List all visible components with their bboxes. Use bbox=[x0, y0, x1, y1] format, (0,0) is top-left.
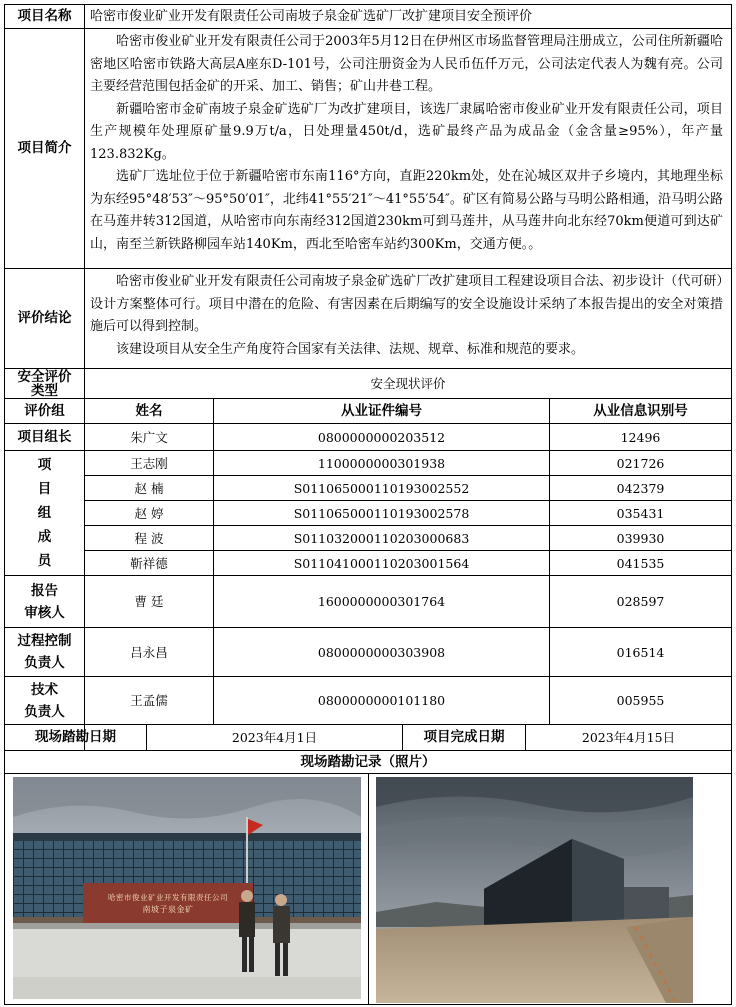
rule bbox=[4, 28, 732, 29]
reviewer-cert: 1600000000301764 bbox=[317, 594, 446, 609]
complete-date-label: 项目完成日期 bbox=[423, 729, 505, 746]
conclusion-label: 评价结论 bbox=[17, 310, 72, 327]
office-sign-line1: 哈密市俊业矿业开发有限责任公司 bbox=[108, 893, 228, 902]
process-cert: 0800000000303908 bbox=[317, 644, 446, 660]
reviewer-label-line1: 报告 bbox=[31, 582, 58, 599]
leader-info: 12496 bbox=[620, 429, 661, 445]
survey-date-label: 现场踏勘日期 bbox=[35, 729, 116, 746]
conclusion-paragraph: 哈密市俊业矿业开发有限责任公司南坡子泉金矿选矿厂改扩建项目工程建设项目合法、初步设计（代可研）设计方案整体可行。项目中潜在的危险、有害因素在后期编写的安全设施设计采纳了本报告提出的安全对策措施后可以得到控制。 bbox=[90, 274, 723, 334]
member-info: 039930 bbox=[616, 530, 665, 546]
member-name: 赵 楠 bbox=[134, 480, 164, 496]
site-photo-office bbox=[13, 777, 361, 999]
eval-type-value: 安全现状评价 bbox=[370, 376, 446, 391]
leader-name: 朱广文 bbox=[130, 429, 168, 445]
members-label-char: 组 bbox=[37, 505, 52, 521]
rule bbox=[368, 773, 369, 1004]
header-name: 姓名 bbox=[135, 402, 163, 419]
site-photo-plant bbox=[376, 777, 693, 1003]
intro-paragraph: 新疆哈密市金矿南坡子泉金矿选矿厂为改扩建项目，该选厂隶属哈密市俊业矿业开发有限责任公司，项目生产规模年处理原矿量9.9万t/a，日处理量450t/d，选矿最终产品为成品金（金含量≥95%），年产量123.832Kg。 bbox=[90, 101, 723, 162]
members-label-char: 目 bbox=[37, 481, 52, 497]
member-cert: S011041000110203001564 bbox=[293, 555, 470, 571]
process-label-line1: 过程控制 bbox=[17, 633, 72, 649]
conclusion-paragraph: 该建设项目从安全生产角度符合国家有关法律、法规、规章、标准和规范的要求。 bbox=[116, 341, 585, 357]
eval-type-label bbox=[5, 369, 84, 398]
process-label-line2: 负责人 bbox=[24, 655, 65, 671]
eval-type-label-line2: 类型 bbox=[31, 382, 58, 399]
member-name: 赵 婷 bbox=[134, 505, 164, 521]
member-info: 035431 bbox=[616, 505, 665, 521]
reviewer-label-line2: 审核人 bbox=[24, 604, 65, 621]
header-info: 从业信息识别号 bbox=[593, 402, 688, 419]
project-name-label: 项目名称 bbox=[17, 8, 72, 25]
header-cert: 从业证件编号 bbox=[341, 402, 422, 419]
tech-info: 005955 bbox=[616, 693, 665, 708]
process-name: 吕永昌 bbox=[130, 644, 168, 660]
process-info: 016514 bbox=[616, 644, 665, 660]
member-name: 王志刚 bbox=[130, 455, 168, 471]
member-name: 靳祥德 bbox=[130, 555, 168, 571]
complete-date-value: 2023年4月15日 bbox=[581, 730, 676, 745]
leader-cert: 0800000000203512 bbox=[317, 429, 446, 445]
members-label-char: 员 bbox=[37, 553, 52, 569]
plant-photo-illustration bbox=[376, 777, 693, 1003]
leader-label: 项目组长 bbox=[17, 428, 72, 445]
office-sign-line2: 南坡子泉金矿 bbox=[142, 905, 194, 914]
member-cert: S011065000110193002552 bbox=[293, 480, 470, 496]
project-intro-body bbox=[90, 31, 723, 256]
conclusion-body bbox=[90, 271, 723, 361]
project-intro-label: 项目简介 bbox=[17, 140, 72, 157]
rule bbox=[4, 268, 732, 269]
intro-paragraph: 哈密市俊业矿业开发有限责任公司于2003年5月12日在伊州区市场监督管理局注册成立，公司住所新疆哈密地区哈密市铁路大高层A座东D-101号，公司注册资金为人民币伍仟万元，公司法定代表人为魏有亮。公司主要经营范围包括金矿的开采、加工、销售；矿山井巷工程。 bbox=[90, 34, 723, 94]
office-sign bbox=[83, 883, 253, 925]
header-group: 评价组 bbox=[24, 402, 65, 419]
photos-title: 现场踏勘记录（照片） bbox=[300, 753, 436, 770]
survey-date-value: 2023年4月1日 bbox=[231, 730, 318, 745]
members-label-char: 成 bbox=[37, 529, 52, 545]
eval-type-label-line1: 安全评价 bbox=[17, 368, 72, 385]
project-name-value: 哈密市俊业矿业开发有限责任公司南坡子泉金矿选矿厂改扩建项目安全预评价 bbox=[90, 8, 533, 24]
member-name: 程 波 bbox=[134, 530, 164, 546]
member-info: 041535 bbox=[616, 555, 665, 571]
rule-right bbox=[731, 4, 732, 1005]
process-label bbox=[5, 628, 84, 676]
tech-cert: 0800000000101180 bbox=[317, 693, 446, 708]
reviewer-name: 曹 廷 bbox=[134, 594, 164, 609]
rule-bottom bbox=[4, 1004, 732, 1005]
reviewer-label bbox=[5, 576, 84, 627]
member-cert: S011032000110203000683 bbox=[293, 530, 470, 546]
reviewer-info: 028597 bbox=[616, 594, 665, 609]
intro-paragraph: 选矿厂选址位于位于新疆哈密市东南116°方向，直距220km处，处在沁城区双井子乡境内，其地理坐标为东经95°48′53″～95°50′01″，北纬41°55′21″～41°55′54″。矿区有简易公路与马明公路相通，沿马明公路在马莲井转312国道，从哈密市向东南经312国道230km可到马莲井，从马莲井向北东经70km便道可到达矿山，南至兰新铁路柳园车站140Km，西北至哈密车站约300Km，交通方便。。 bbox=[90, 169, 723, 252]
members-label-char: 项 bbox=[37, 457, 52, 473]
member-cert: 1100000000301938 bbox=[317, 455, 446, 471]
tech-label bbox=[5, 677, 84, 724]
tech-label-line2: 负责人 bbox=[24, 703, 65, 720]
member-info: 021726 bbox=[616, 455, 665, 471]
tech-name: 王孟儒 bbox=[130, 693, 168, 708]
member-info: 042379 bbox=[616, 480, 665, 496]
member-cert: S011065000110193002578 bbox=[293, 505, 470, 521]
members-label bbox=[5, 451, 84, 575]
tech-label-line1: 技术 bbox=[31, 681, 58, 698]
